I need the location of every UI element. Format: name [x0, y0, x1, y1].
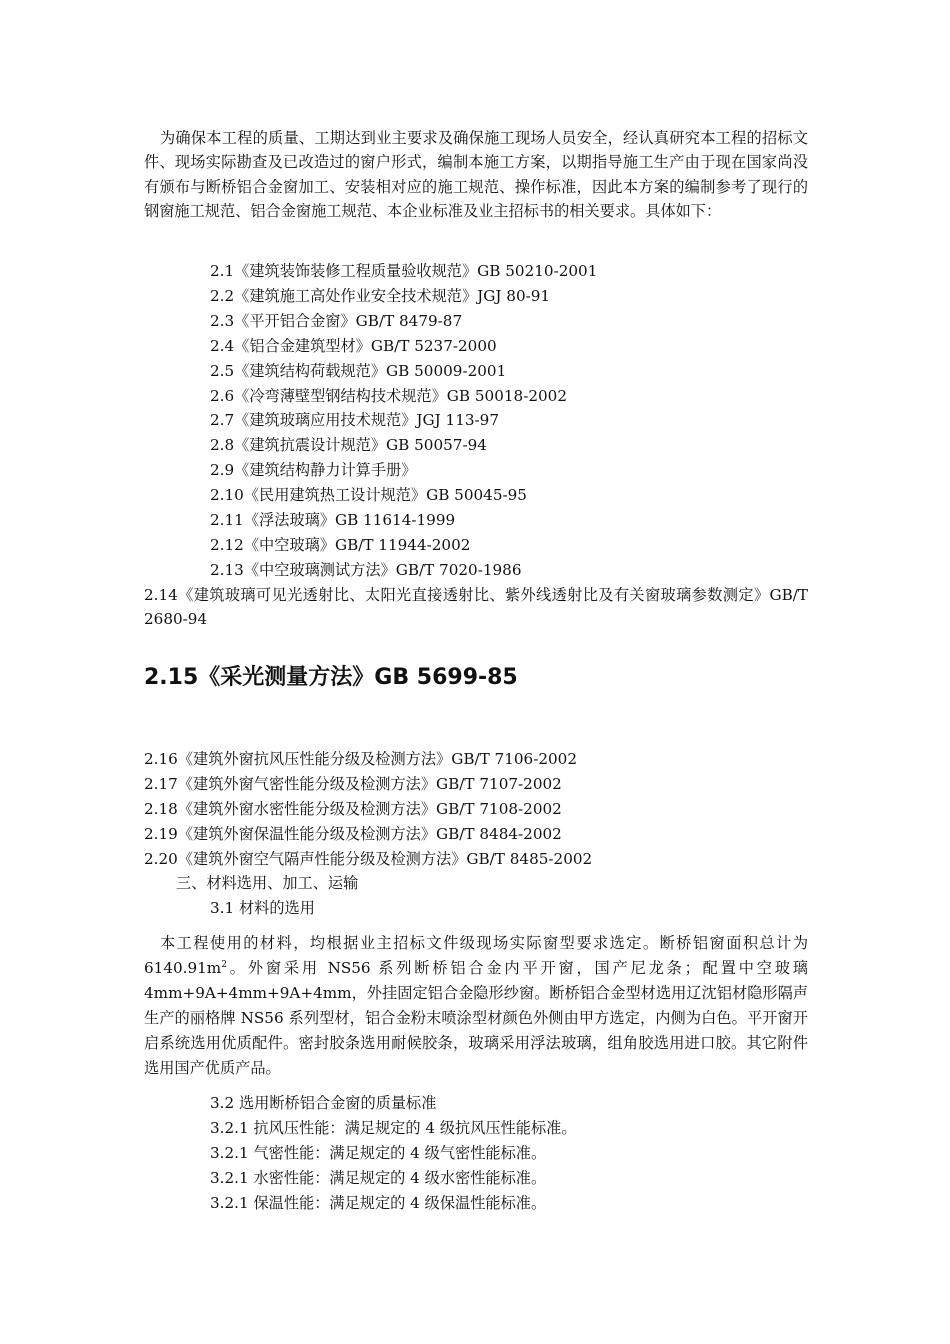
list-item: 2.1《建筑装饰装修工程质量验收规范》GB 50210-2001 — [210, 262, 598, 280]
intro-paragraph: 为确保本工程的质量、工期达到业主要求及确保施工现场人员安全，经认真研究本工程的招标文件、现场实际勘查及已改造过的窗户形式，编制本施工方案，以期指导施工生产由于现在国家尚没有颁布与断桥铝合金窗加工、安装相对应的施工规范、操作标准，因此本方案的编制参考了现行的钢窗施工规范、铝合金窗施工规范、本企业标准及业主招标书的相关要求。具体如下： — [144, 129, 808, 221]
list-item: 3.2.1 保温性能：满足规定的 4 级保温性能标准。 — [210, 1193, 547, 1212]
list-item: 2.16《建筑外窗抗风压性能分级及检测方法》GB/T 7106-2002 — [144, 750, 577, 768]
section-3-1-title: 3.1 材料的选用 — [210, 899, 315, 917]
list-item: 2.10《民用建筑热工设计规范》GB 50045-95 — [210, 486, 527, 505]
list-item: 2.17《建筑外窗气密性能分级及检测方法》GB/T 7107-2002 — [144, 774, 562, 793]
reference-list-2 — [144, 747, 808, 872]
list-item: 2.8《建筑抗震设计规范》GB 50057-94 — [210, 436, 487, 455]
materials-text-part1: 本工程使用的材料，均根据业主招标文件级现场实际窗型要求选定。断桥铝窗面积总计为 6140.91m — [144, 934, 808, 977]
list-item: 2.12《中空玻璃》GB/T 11944-2002 — [210, 535, 471, 554]
reference-list — [210, 259, 770, 583]
list-item: 2.9《建筑结构静力计算手册》 — [210, 461, 417, 480]
list-item: 2.19《建筑外窗保温性能分级及检测方法》GB/T 8484-2002 — [144, 824, 562, 843]
list-item: 2.3《平开铝合金窗》GB/T 8479-87 — [210, 311, 463, 330]
section-3-title: 三、材料选用、加工、运输 — [176, 874, 359, 892]
list-item: 2.20《建筑外窗空气隔声性能分级及检测方法》GB/T 8485-2002 — [144, 849, 593, 868]
list-item: 2.13《中空玻璃测试方法》GB/T 7020-1986 — [210, 560, 522, 579]
list-item: 2.7《建筑玻璃应用技术规范》JGJ 113-97 — [210, 411, 499, 430]
list-item: 2.2《建筑施工高处作业安全技术规范》JGJ 80-91 — [210, 286, 551, 305]
list-item: 2.5《建筑结构荷载规范》GB 50009-2001 — [210, 361, 507, 380]
materials-text-part2: 。外窗采用 NS56 系列断桥铝合金内平开窗，国产尼龙条；配置中空玻璃 4mm+9A+4mm+9A+4mm，外挂固定铝合金隐形纱窗。断桥铝合金型材选用辽沈铝材隐形隔声生产的丽格牌 NS56 系列型材，铝合金粉末喷涂型材颜色外侧由甲方选定，内侧为白色。平开窗开启系统选用优质配件。密封胶条选用耐候胶条，玻璃采用浮法玻璃，组角胶选用进口胶。其它附件选用国产优质产品。 — [144, 959, 808, 1077]
list-item: 2.4《铝合金建筑型材》GB/T 5237-2000 — [210, 336, 497, 355]
list-item: 3.2 选用断桥铝合金窗的质量标准 — [210, 1094, 437, 1112]
list-item: 2.11《浮法玻璃》GB 11614-1999 — [210, 511, 456, 530]
list-item: 2.6《冷弯薄壁型钢结构技术规范》GB 50018-2002 — [210, 386, 567, 405]
list-item: 2.18《建筑外窗水密性能分级及检测方法》GB/T 7108-2002 — [144, 799, 562, 818]
reference-item-2-14: 2.14《建筑玻璃可见光透射比、太阳光直接透射比、紫外线透射比及有关窗玻璃参数测定》GB/T 2680-94 — [144, 586, 808, 629]
materials-paragraph — [144, 931, 808, 1081]
list-item: 3.2.1 抗风压性能：满足规定的 4 级抗风压性能标准。 — [210, 1118, 577, 1137]
list-item: 3.2.1 水密性能：满足规定的 4 级水密性能标准。 — [210, 1168, 547, 1187]
superscript: 2 — [221, 959, 227, 970]
list-item: 3.2.1 气密性能：满足规定的 4 级气密性能标准。 — [210, 1143, 547, 1162]
section-heading: 2.15《采光测量方法》GB 5699-85 — [144, 665, 518, 690]
quality-standards-list — [210, 1091, 770, 1216]
